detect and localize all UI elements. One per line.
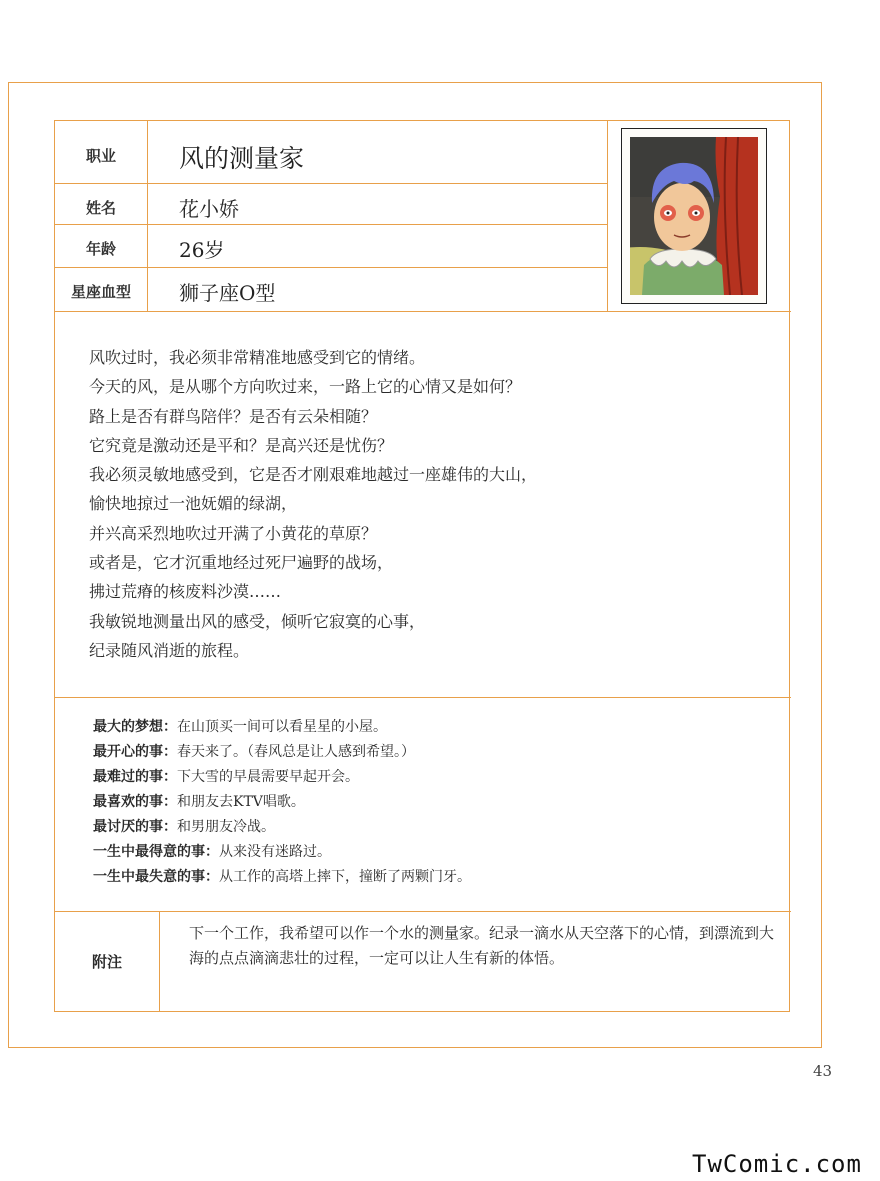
row-divider — [55, 224, 607, 225]
fact-key: 最喜欢的事： — [93, 794, 177, 810]
fact-item — [93, 765, 471, 790]
section-divider — [55, 697, 791, 698]
poem-line: 路上是否有群鸟陪伴？是否有云朵相随？ — [89, 406, 378, 426]
age-value: 26岁 — [179, 238, 225, 262]
fact-item — [93, 840, 471, 865]
row-divider — [55, 267, 607, 268]
poem-line: 它究竟是激动还是平和？是高兴还是忧伤？ — [89, 435, 394, 455]
name-value: 花小娇 — [179, 197, 239, 221]
age-label: 年龄 — [85, 240, 116, 258]
facts-list — [93, 715, 471, 890]
fact-value: 和男朋友冷战。 — [177, 819, 275, 835]
fact-value: 和朋友去KTV唱歌。 — [177, 794, 305, 810]
fact-key: 最讨厌的事： — [93, 819, 177, 835]
fact-item — [93, 715, 471, 740]
poem-line: 今天的风，是从哪个方向吹过来，一路上它的心情又是如何？ — [89, 377, 522, 397]
fact-value: 在山顶买一间可以看星星的小屋。 — [177, 719, 387, 735]
poem-line: 我必须灵敏地感受到，它是否才刚艰难地越过一座雄伟的大山， — [89, 465, 538, 485]
fact-item — [93, 790, 471, 815]
fact-key: 最开心的事： — [93, 744, 177, 760]
fact-value: 下大雪的早晨需要早起开会。 — [177, 769, 359, 785]
column-divider — [607, 121, 608, 311]
page-number: 43 — [813, 1062, 833, 1080]
poem-line: 并兴高采烈地吹过开满了小黄花的草原？ — [89, 523, 378, 543]
poem-line: 或者是，它才沉重地经过死尸遍野的战场， — [89, 553, 394, 573]
column-divider — [159, 911, 160, 1011]
fact-key: 一生中最失意的事： — [93, 869, 219, 885]
column-divider — [147, 121, 148, 311]
poem-line: 拂过荒瘠的核废料沙漠…… — [89, 582, 282, 602]
note-label: 附注 — [91, 952, 122, 971]
profile-card — [54, 120, 790, 1012]
name-label: 姓名 — [85, 199, 116, 217]
fact-key: 最大的梦想： — [93, 719, 177, 735]
occupation-label: 职业 — [85, 147, 116, 165]
poem-line: 纪录随风消逝的旅程。 — [89, 640, 250, 660]
occupation-value: 风的测量家 — [179, 144, 305, 173]
sign-blood-value: 狮子座O型 — [179, 281, 276, 305]
fact-item — [93, 865, 471, 890]
poem-line: 风吹过时，我必须非常精准地感受到它的情绪。 — [89, 348, 426, 367]
note-text: 下一个工作，我希望可以作一个水的测量家。纪录一滴水从天空落下的心情，到漂流到大海的点点滴滴悲壮的过程，一定可以让人生有新的体悟。 — [189, 924, 775, 967]
fact-value: 春天来了。（春风总是让人感到希望。） — [177, 744, 415, 760]
fact-value: 从来没有迷路过。 — [219, 844, 331, 860]
fact-value: 从工作的高塔上摔下，撞断了两颗门牙。 — [219, 869, 471, 885]
row-divider — [55, 183, 607, 184]
poem-line: 愉快地掠过一池妩媚的绿湖， — [89, 494, 298, 514]
fact-item — [93, 815, 471, 840]
fact-key: 一生中最得意的事： — [93, 844, 219, 860]
poem-line: 我敏锐地测量出风的感受，倾听它寂寞的心事， — [89, 611, 426, 631]
sign-blood-label: 星座血型 — [70, 283, 131, 301]
section-divider — [55, 911, 791, 912]
watermark: TwComic.com — [692, 1150, 862, 1178]
fact-key: 最难过的事： — [93, 769, 177, 785]
portrait-photo — [621, 128, 767, 304]
fact-item — [93, 740, 471, 765]
section-divider — [55, 311, 791, 312]
portrait-illustration — [630, 137, 758, 295]
poem-text — [89, 343, 537, 665]
